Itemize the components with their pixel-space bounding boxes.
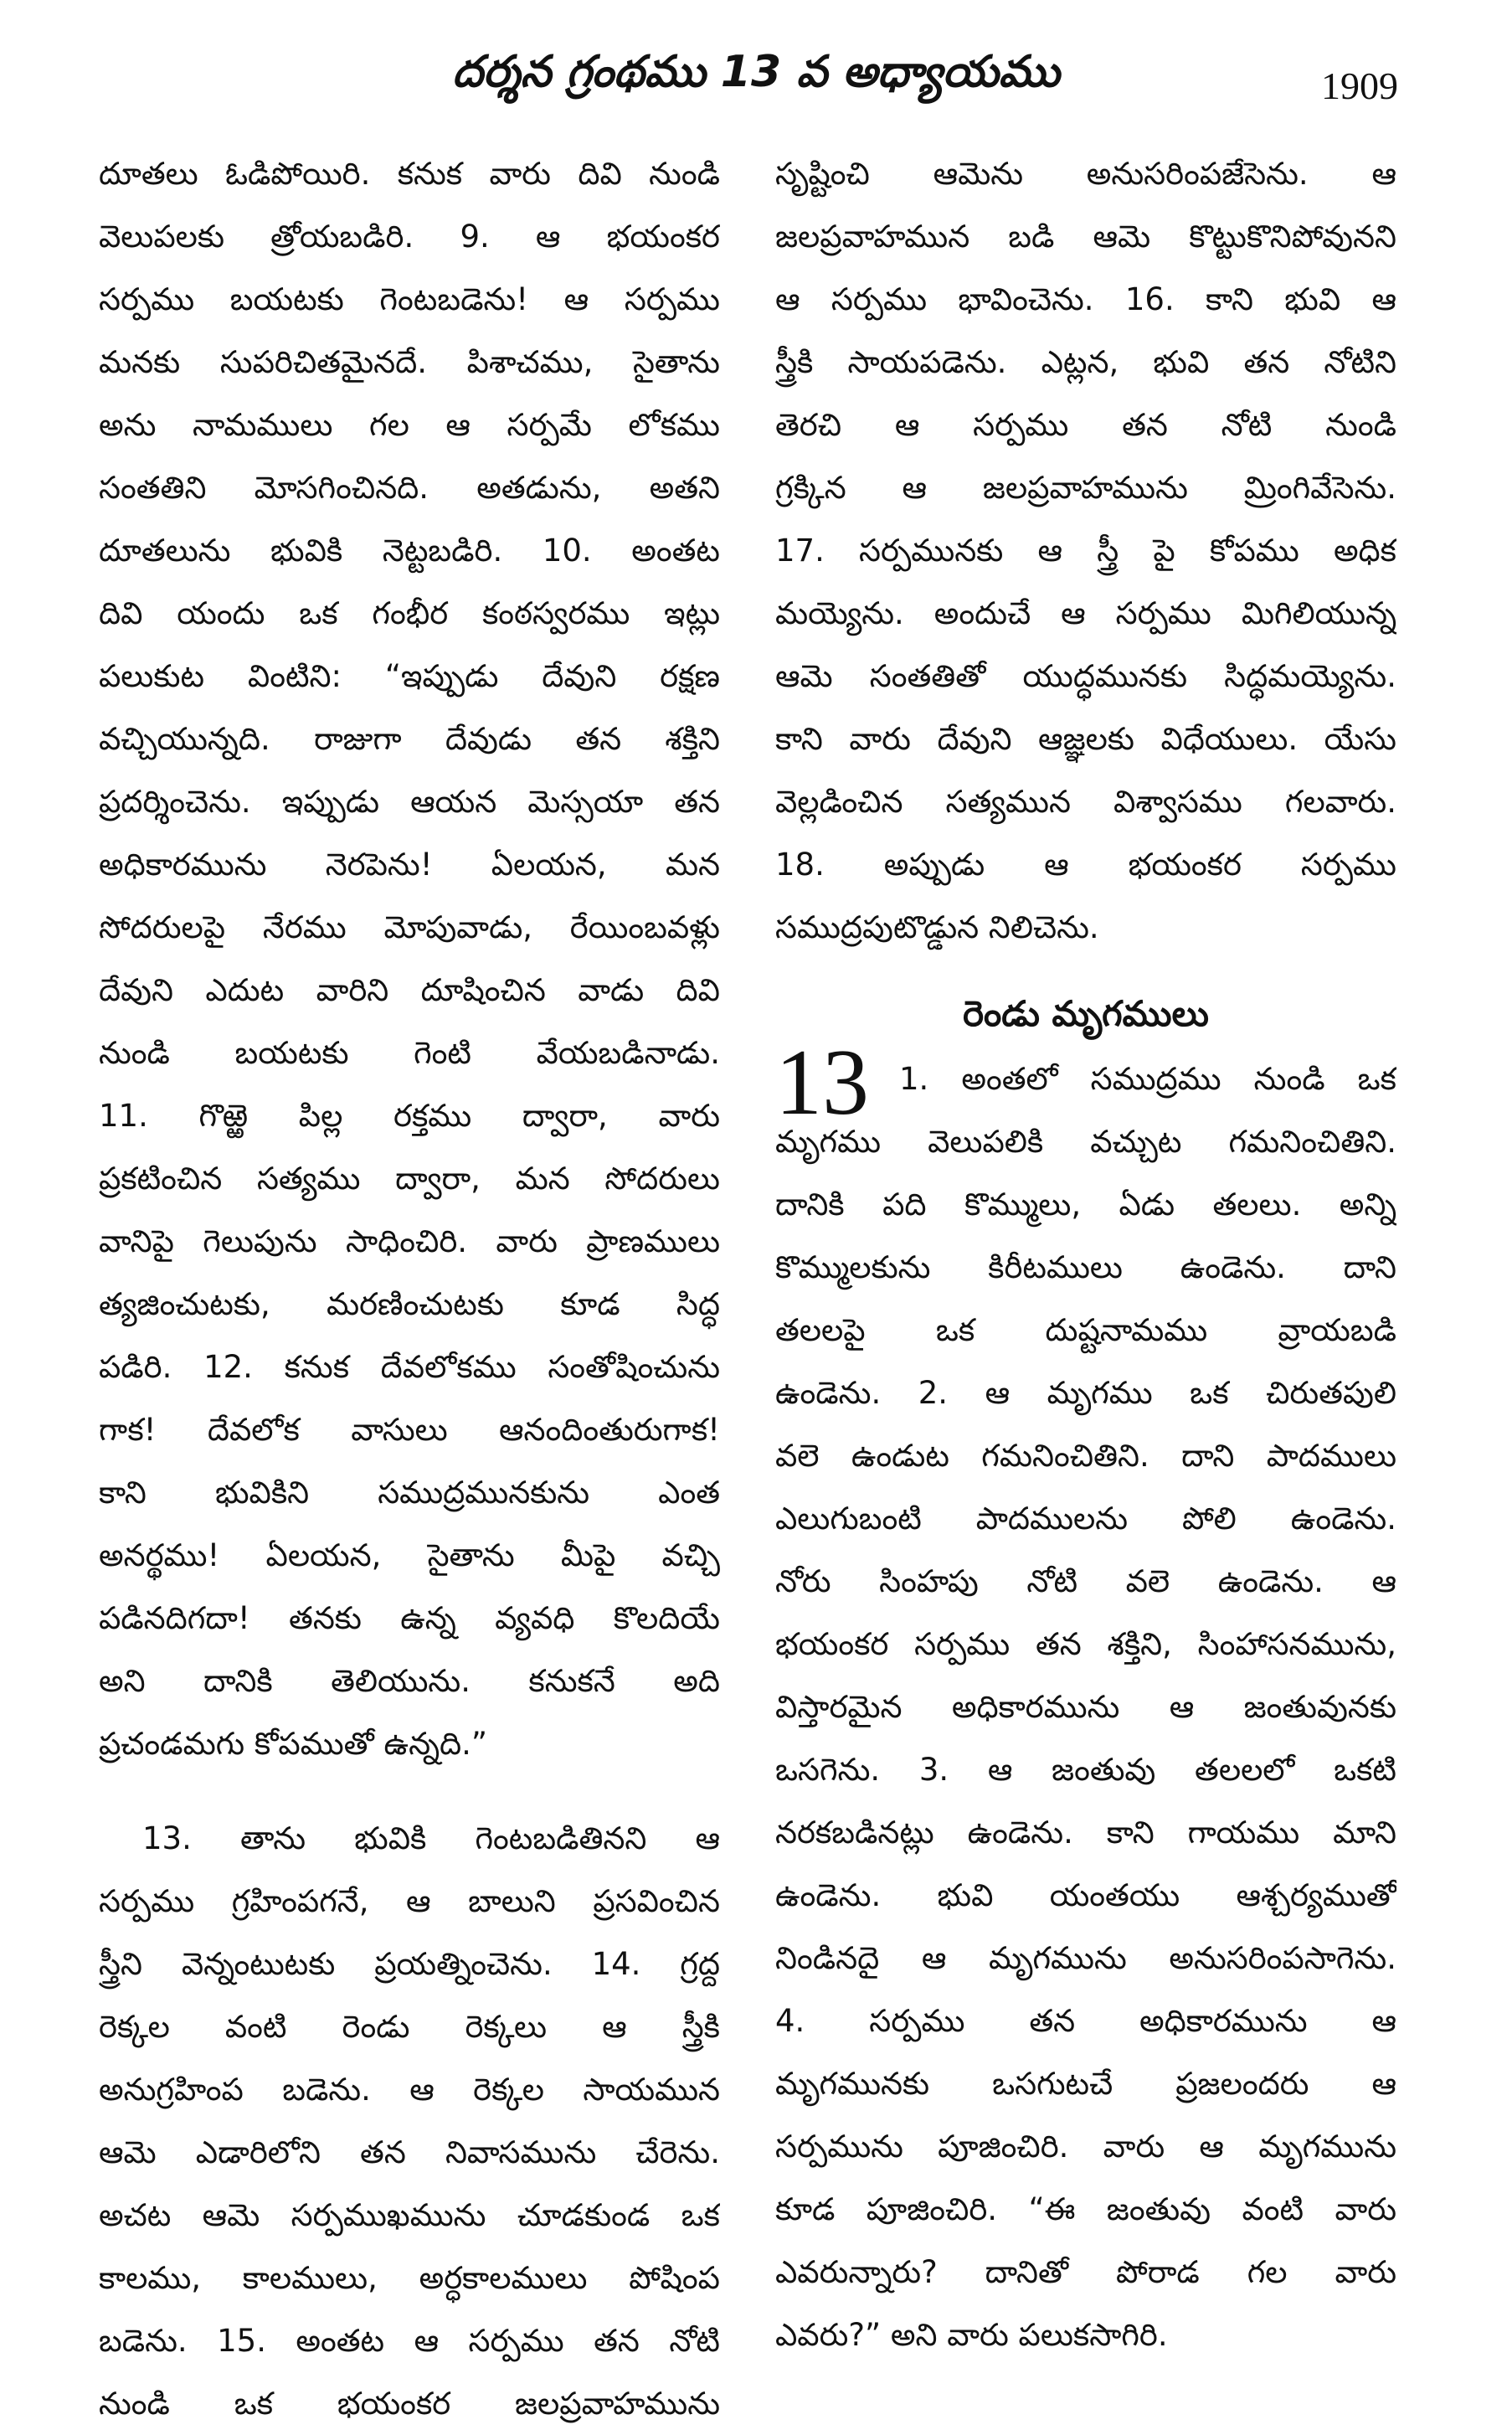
text-line: పడినదిగదా! తనకు ఉన్న వ్యవధి కొలదియే — [99, 1600, 720, 1636]
text-line: కాని వారు దేవుని ఆజ్ఞలకు విధేయులు. యేసు — [775, 721, 1396, 757]
text-line: గాక! దేవలోక వాసులు ఆనందింతురుగాక! — [99, 1412, 720, 1448]
text-line: వెల్లడించిన సత్యమున విశ్వాసము గలవారు. — [775, 784, 1396, 820]
text-line: నిండినదై ఆ మృగమును అనుసరింపసాగెను. — [775, 1940, 1396, 1976]
text-line: మృగమునకు ఒసగుటచే ప్రజలందరు ఆ — [775, 2066, 1396, 2102]
text-line: కాలము, కాలములు, అర్ధకాలములు పోషింప — [99, 2260, 720, 2296]
text-line: మనకు సుపరిచితమైనదే. పిశాచము, సైతాను — [99, 344, 720, 380]
text-line: సోదరులపై నేరము మోపువాడు, రేయింబవళ్లు — [99, 909, 720, 945]
text-line: కొమ్ములకును కిరీటములు ఉండెను. దాని — [775, 1249, 1396, 1285]
text-line: ఎవరు?” అని వారు పలుకసాగిరి. — [775, 2317, 1168, 2353]
text-line: అధికారమును నెరపెను! ఏలయన, మన — [99, 847, 720, 883]
text-line: జలప్రవాహమున బడి ఆమె కొట్టుకొనిపోవునని — [775, 219, 1396, 255]
right-paragraph-2 — [775, 1110, 1396, 2366]
text-line: సర్పము గ్రహింపగనే, ఆ బాలుని ప్రసవించిన — [99, 1883, 720, 1919]
text-line: 1. అంతలో సముద్రము నుండి ఒక — [899, 1061, 1396, 1097]
text-line: నుండి బయటకు గెంటి వేయబడినాడు. — [99, 1035, 720, 1071]
text-line: సర్పము బయటకు గెంటబడెను! ఆ సర్పము — [99, 281, 720, 317]
text-line: దూతలు ఓడిపోయిరి. కనుక వారు దివి నుండి — [99, 156, 720, 192]
text-line: పలుకుట వింటిని: “ఇప్పుడు దేవుని రక్షణ — [99, 658, 720, 694]
text-line: ఒసగెను. 3. ఆ జంతువు తలలలో ఒకటి — [775, 1752, 1396, 1788]
text-line: ఎవరున్నారు? దానితో పోరాడ గల వారు — [775, 2254, 1396, 2290]
page-title: దర్శన గ్రంథము 13 వ అధ్యాయము — [452, 47, 1060, 97]
text-line: 4. సర్పము తన అధికారమును ఆ — [775, 2003, 1396, 2039]
text-line: అను నామములు గల ఆ సర్పమే లోకము — [99, 407, 720, 443]
left-column — [99, 142, 720, 2435]
section-heading: రెండు మృగములు — [963, 993, 1209, 1034]
text-line: సంతతిని మోసగించినది. అతడును, అతని — [99, 470, 720, 506]
right-column — [775, 142, 1396, 2366]
text-line: ఎలుగుబంటి పాదములను పోలి ఉండెను. — [775, 1501, 1396, 1537]
text-line: మయ్యెను. అందుచే ఆ సర్పము మిగిలియున్న — [775, 595, 1396, 631]
text-line: దూతలును భువికి నెట్టబడిరి. 10. అంతట — [99, 533, 720, 569]
text-line: అనర్థము! ఏలయన, సైతాను మీపై వచ్చి — [99, 1537, 720, 1573]
left-paragraph-2 — [99, 1807, 720, 2435]
text-line: రెక్కల వంటి రెండు రెక్కలు ఆ స్త్రీకి — [99, 2009, 720, 2045]
text-line: కూడ పూజించిరి. “ఈ జంతువు వంటి వారు — [775, 2191, 1396, 2227]
text-line: దానికి పది కొమ్ములు, ఏడు తలలు. అన్ని — [775, 1187, 1396, 1223]
text-line: గ్రక్కిన ఆ జలప్రవాహమును మ్రింగివేసెను. — [775, 470, 1396, 506]
text-line: పడిరి. 12. కనుక దేవలోకము సంతోషించును — [99, 1349, 720, 1385]
text-line: వలె ఉండుట గమనించితిని. దాని పాదములు — [775, 1438, 1396, 1474]
text-line: నోరు సింహపు నోటి వలె ఉండెను. ఆ — [775, 1563, 1396, 1599]
text-line: తలలపై ఒక దుష్టనామము వ్రాయబడి — [775, 1312, 1396, 1348]
right-paragraph-1 — [775, 142, 1396, 959]
text-line: కాని భువికిని సముద్రమునకును ఎంత — [99, 1475, 720, 1511]
text-line: నరకబడినట్లు ఉండెను. కాని గాయము మాని — [775, 1815, 1396, 1851]
text-line: ప్రదర్శించెను. ఇప్పుడు ఆయన మెస్సయా తన — [99, 784, 720, 820]
text-line: త్యజించుటకు, మరణించుటకు కూడ సిద్ధ — [99, 1286, 720, 1322]
text-line: సృష్టించి ఆమెను అనుసరింపజేసెను. ఆ — [775, 156, 1396, 192]
text-line: ఆమె సంతతితో యుద్ధమునకు సిద్ధమయ్యెను. — [775, 658, 1396, 694]
text-line: మృగము వెలుపలికి వచ్చుట గమనించితిని. — [775, 1124, 1396, 1160]
text-line: ఉండెను. 2. ఆ మృగము ఒక చిరుతపులి — [775, 1375, 1396, 1411]
text-line: అని దానికి తెలియును. కనుకనే అది — [99, 1663, 720, 1699]
text-line: సముద్రపుటొడ్డున నిలిచెను. — [775, 909, 1099, 945]
text-line: అనుగ్రహింప బడెను. ఆ రెక్కల సాయమున — [99, 2072, 720, 2108]
text-line: ప్రచండమగు కోపముతో ఉన్నది.” — [99, 1726, 488, 1762]
text-line: భయంకర సర్పము తన శక్తిని, సింహాసనమును, — [775, 1626, 1396, 1662]
text-line: అచట ఆమె సర్పముఖమును చూడకుండ ఒక — [99, 2197, 720, 2233]
text-line: దివి యందు ఒక గంభీర కంఠస్వరము ఇట్లు — [99, 595, 720, 631]
text-line: స్త్రీని వెన్నంటుటకు ప్రయత్నించెను. 14. గ్రద్ద — [99, 1946, 720, 1982]
text-line: సర్పమును పూజించిరి. వారు ఆ మృగమును — [775, 2129, 1396, 2165]
text-line: ఆ సర్పము భావించెను. 16. కాని భువి ఆ — [775, 281, 1396, 317]
text-line: 11. గొఱ్ఱె పిల్ల రక్తము ద్వారా, వారు — [99, 1098, 720, 1134]
text-line: వానిపై గెలుపును సాధించిరి. వారు ప్రాణములు — [99, 1223, 720, 1259]
text-line: దేవుని ఎదుట వారిని దూషించిన వాడు దివి — [99, 972, 720, 1008]
text-line: బడెను. 15. అంతట ఆ సర్పము తన నోటి — [99, 2323, 720, 2359]
text-line: వెలుపలకు త్రోయబడిరి. 9. ఆ భయంకర — [99, 219, 720, 255]
text-line: ప్రకటించిన సత్యము ద్వారా, మన సోదరులు — [99, 1161, 720, 1197]
text-line: 17. సర్పమునకు ఆ స్త్రీ పై కోపము అధిక — [775, 533, 1396, 569]
text-line: ఆమె ఎడారిలోని తన నివాసమును చేరెను. — [99, 2134, 720, 2170]
paragraph-gap — [99, 1775, 720, 1807]
text-line: వచ్చియున్నది. రాజుగా దేవుడు తన శక్తిని — [99, 721, 720, 757]
text-line: తెరచి ఆ సర్పము తన నోటి నుండి — [775, 407, 1396, 443]
text-line: నుండి ఒక భయంకర జలప్రవాహమును — [99, 2386, 720, 2422]
text-line: విస్తారమైన అధికారమును ఆ జంతువునకు — [775, 1689, 1396, 1725]
chapter-block — [775, 1031, 1396, 2366]
text-line: ఉండెను. భువి యంతయు ఆశ్చర్యముతో — [775, 1877, 1396, 1913]
text-line: 18. అప్పుడు ఆ భయంకర సర్పము — [775, 847, 1396, 883]
chapter-number: 13 — [775, 1031, 869, 1135]
text-line: స్త్రీకి సాయపడెను. ఎట్లన, భువి తన నోటిని — [775, 344, 1396, 380]
left-paragraph-1 — [99, 142, 720, 1775]
text-line: 13. తాను భువికి గెంటబడితినని ఆ — [142, 1820, 720, 1856]
page-number: 1909 — [1321, 64, 1398, 107]
